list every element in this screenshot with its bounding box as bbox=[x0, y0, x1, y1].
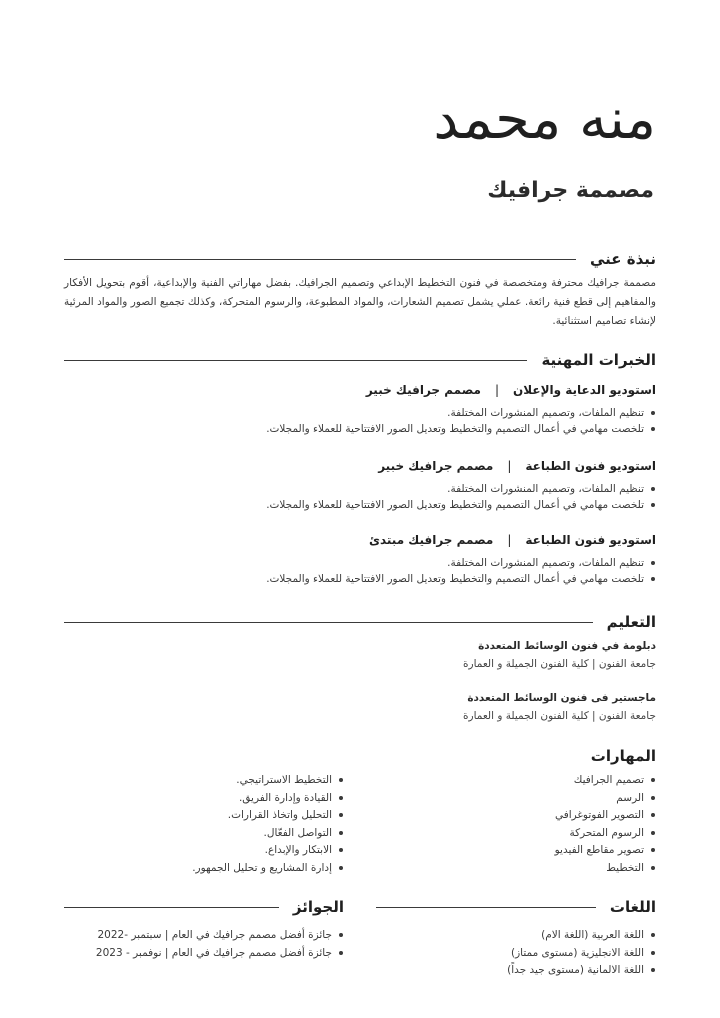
skills-column-2 bbox=[94, 772, 344, 877]
list-item: تصميم الجرافيك bbox=[406, 772, 644, 790]
experience-header bbox=[64, 351, 656, 369]
about-title: نبذة عني bbox=[589, 250, 656, 268]
languages-header bbox=[376, 898, 656, 916]
experience-bullets bbox=[64, 481, 656, 513]
education-title: التعليم bbox=[606, 613, 656, 631]
experience-heading bbox=[64, 533, 656, 547]
awards-header bbox=[64, 898, 344, 916]
role-name: مصمم جرافيك مبتدئ bbox=[368, 533, 494, 547]
degree-name: ماجستير فى فنون الوسائط المتعددة bbox=[467, 692, 656, 704]
list-item: جائزة أفضل مصمم جرافيك في العام | سبتمبر -2022 bbox=[64, 927, 332, 945]
experience-bullets bbox=[64, 555, 656, 587]
company-name: استوديو فنون الطباعة bbox=[525, 533, 656, 547]
education-header bbox=[64, 613, 656, 631]
list-item: تنظيم الملفات، وتصميم المنشورات المختلفة. bbox=[64, 405, 644, 421]
list-item: إدارة المشاريع و تحليل الجمهور. bbox=[94, 860, 332, 878]
experience-bullets bbox=[64, 405, 656, 437]
about-header bbox=[64, 250, 656, 268]
separator: | bbox=[494, 383, 500, 397]
list-item: اللغة الالمانية (مستوى جيد جداً) bbox=[386, 962, 644, 980]
list-item: التحليل واتخاذ القرارات. bbox=[94, 807, 332, 825]
divider bbox=[64, 360, 527, 361]
experience-item bbox=[64, 383, 656, 437]
about-text: مصممة جرافيك محترفة ومتخصصة في فنون التخطيط الإبداعي وتصميم الجرافيك. بفضل مهاراتي الفنية والإبداعية، أقوم بتحويل الأفكار والمفاهيم إلى قطع فنية رائعة. عملي يشمل تصميم الشعارات، والمواد المطبوعة، والرسوم المتحركة، وكذلك تجميع الصور والمواد المرئية لإنشاء تصاميم استثنائية. bbox=[64, 277, 656, 327]
divider bbox=[64, 622, 593, 623]
experience-item bbox=[64, 459, 656, 513]
divider bbox=[376, 907, 596, 908]
skills-column-1 bbox=[406, 772, 656, 877]
institution-name: جامعة الفنون | كلية الفنون الجميلة و العمارة bbox=[463, 658, 656, 670]
list-item: التخطيط bbox=[406, 860, 644, 878]
list-item: الابتكار والإبداع. bbox=[94, 842, 332, 860]
experience-heading bbox=[64, 383, 656, 397]
degree-name: دبلومة في فنون الوسائط المتعددة bbox=[478, 640, 656, 652]
separator: | bbox=[507, 533, 512, 547]
company-name: استوديو فنون الطباعة bbox=[525, 459, 656, 473]
list-item: الرسم bbox=[406, 790, 644, 808]
person-name: منه محمد bbox=[433, 87, 656, 152]
experience-title: الخبرات المهنية bbox=[541, 351, 656, 369]
list-item: التصوير الفوتوغرافي bbox=[406, 807, 644, 825]
awards-list bbox=[64, 927, 344, 962]
list-item: تلخصت مهامي في أعمال التصميم والتخطيط وتعديل الصور الافتتاحية للعملاء والمجلات. bbox=[64, 497, 644, 513]
list-item: تنظيم الملفات، وتصميم المنشورات المختلفة. bbox=[64, 555, 644, 571]
job-title: مصممة جرافيك bbox=[487, 178, 654, 203]
education-item bbox=[64, 640, 656, 670]
skills-list bbox=[94, 772, 344, 877]
separator: | bbox=[507, 459, 512, 473]
experience-heading bbox=[64, 459, 656, 473]
list-item: الرسوم المتحركة bbox=[406, 825, 644, 843]
divider bbox=[64, 907, 279, 908]
list-item: التواصل الفعّال. bbox=[94, 825, 332, 843]
skills-list bbox=[406, 772, 656, 877]
skills-header bbox=[591, 747, 656, 765]
list-item: تصوير مقاطع الفيديو bbox=[406, 842, 644, 860]
company-name: استوديو الدعاية والإعلان bbox=[513, 383, 656, 397]
skills-title: المهارات bbox=[590, 747, 656, 765]
languages-section bbox=[386, 927, 656, 980]
list-item: تلخصت مهامي في أعمال التصميم والتخطيط وتعديل الصور الافتتاحية للعملاء والمجلات. bbox=[64, 421, 644, 437]
languages-list bbox=[386, 927, 656, 980]
role-name: مصمم جرافيك خبير bbox=[378, 459, 494, 473]
list-item: اللغة العربية (اللغة الام) bbox=[386, 927, 644, 945]
list-item: التخطيط الاستراتيجي. bbox=[94, 772, 332, 790]
education-item bbox=[64, 692, 656, 722]
experience-item bbox=[64, 533, 656, 587]
awards-title: الجوائز bbox=[292, 898, 344, 916]
list-item: تلخصت مهامي في أعمال التصميم والتخطيط وتعديل الصور الافتتاحية للعملاء والمجلات. bbox=[64, 571, 644, 587]
list-item: اللغة الانجليزية (مستوى ممتاز) bbox=[386, 945, 644, 963]
institution-name: جامعة الفنون | كلية الفنون الجميلة و العمارة bbox=[463, 710, 656, 722]
list-item: تنظيم الملفات، وتصميم المنشورات المختلفة. bbox=[64, 481, 644, 497]
awards-section bbox=[64, 927, 344, 962]
list-item: القيادة وإدارة الفريق. bbox=[94, 790, 332, 808]
list-item: جائزة أفضل مصمم جرافيك في العام | نوفمبر - 2023 bbox=[64, 945, 332, 963]
languages-title: اللغات bbox=[609, 898, 656, 916]
role-name: مصمم جرافيك خبير bbox=[365, 383, 481, 397]
divider bbox=[64, 259, 576, 260]
about-section bbox=[64, 274, 656, 331]
